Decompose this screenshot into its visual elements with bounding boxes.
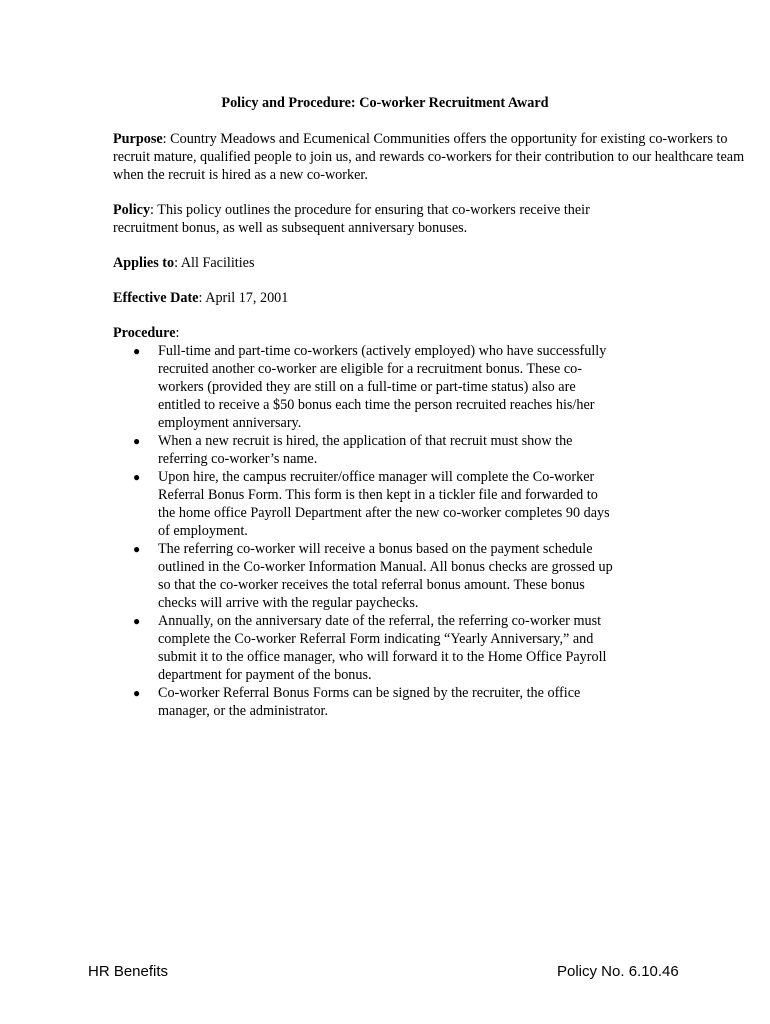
procedure-section bbox=[113, 324, 761, 720]
document-body bbox=[113, 130, 761, 720]
effective-date-label: Effective Date bbox=[113, 290, 199, 306]
footer-policy-number: Policy No. 6.10.46 bbox=[557, 963, 679, 980]
procedure-heading: Procedure: bbox=[113, 325, 180, 341]
procedure-item-text: Co-worker Referral Bonus Forms can be signed by the recruiter, the office manager, or the administrator. bbox=[158, 685, 581, 719]
procedure-item-text: Annually, on the anniversary date of the referral, the referring co-worker must complete the Co-worker Referral Form indicating “Yearly Anniversary,” and submit it to the office manager, who will forward it to the Home Office Payroll department for payment of the bonus. bbox=[158, 613, 607, 683]
procedure-item bbox=[113, 468, 613, 540]
applies-to-section bbox=[113, 254, 761, 272]
purpose-paragraph: Purpose: Country Meadows and Ecumenical Communities offers the opportunity for existing co-workers to recruit mature, qualified people to join us, and rewards co-workers for their contribution to our healthcare team when the recruit is hired as a new co-worker. bbox=[113, 131, 745, 183]
policy-text: This policy outlines the procedure for ensuring that co-workers receive their recruitment bonus, as well as subsequent anniversary bonuses. bbox=[113, 202, 590, 236]
policy-label: Policy bbox=[113, 202, 151, 218]
document-title: Policy and Procedure: Co-worker Recruitment Award bbox=[221, 95, 549, 111]
effective-date-section bbox=[113, 289, 761, 307]
procedure-item-text: The referring co-worker will receive a bonus based on the payment schedule outlined in the Co-worker Information Manual. All bonus checks are grossed up so that the co-worker receives the total referral bonus amount. These bonus checks will arrive with the regular paychecks. bbox=[158, 541, 613, 611]
procedure-item bbox=[113, 342, 613, 432]
procedure-item bbox=[113, 612, 613, 684]
procedure-item-text: Upon hire, the campus recruiter/office manager will complete the Co-worker Referral Bonus Form. This form is then kept in a tickler file and forwarded to the home office Payroll Department after the new co-worker completes 90 days of employment. bbox=[158, 469, 610, 539]
bullet-icon: ● bbox=[133, 434, 141, 448]
policy-paragraph: Policy: This policy outlines the procedure for ensuring that co-workers receive their recruitment bonus, as well as subsequent anniversary bonuses. bbox=[113, 202, 590, 236]
bullet-icon: ● bbox=[133, 686, 141, 700]
procedure-item bbox=[113, 540, 613, 612]
effective-date-paragraph: Effective Date: April 17, 2001 bbox=[113, 290, 289, 306]
purpose-label: Purpose bbox=[113, 131, 163, 147]
applies-to-paragraph: Applies to: All Facilities bbox=[113, 255, 255, 271]
procedure-item bbox=[113, 432, 613, 468]
bullet-icon: ● bbox=[133, 614, 141, 628]
bullet-icon: ● bbox=[133, 542, 141, 556]
procedure-list bbox=[113, 342, 613, 720]
bullet-icon: ● bbox=[133, 344, 141, 358]
procedure-item-text: Full-time and part-time co-workers (actively employed) who have successfully recruited another co-worker are eligible for a recruitment bonus. These co-workers (provided they are still on a full-time or part-time status) also are entitled to receive a $50 bonus each time the person recruited reaches his/her employment anniversary. bbox=[158, 343, 607, 431]
policy-section bbox=[113, 201, 761, 237]
applies-to-text: All Facilities bbox=[180, 255, 255, 271]
effective-date-text: April 17, 2001 bbox=[205, 290, 289, 306]
procedure-label: Procedure bbox=[113, 325, 176, 341]
procedure-item-text: When a new recruit is hired, the application of that recruit must show the referring co-worker’s name. bbox=[158, 433, 573, 467]
purpose-section bbox=[113, 130, 761, 184]
procedure-item bbox=[113, 684, 613, 720]
footer-department: HR Benefits bbox=[88, 963, 169, 980]
purpose-text: Country Meadows and Ecumenical Communities offers the opportunity for existing co-workers to recruit mature, qualified people to join us, and rewards co-workers for their contribution to our healthcare team when the recruit is hired as a new co-worker. bbox=[113, 131, 745, 183]
applies-to-label: Applies to bbox=[113, 255, 175, 271]
bullet-icon: ● bbox=[133, 470, 141, 484]
